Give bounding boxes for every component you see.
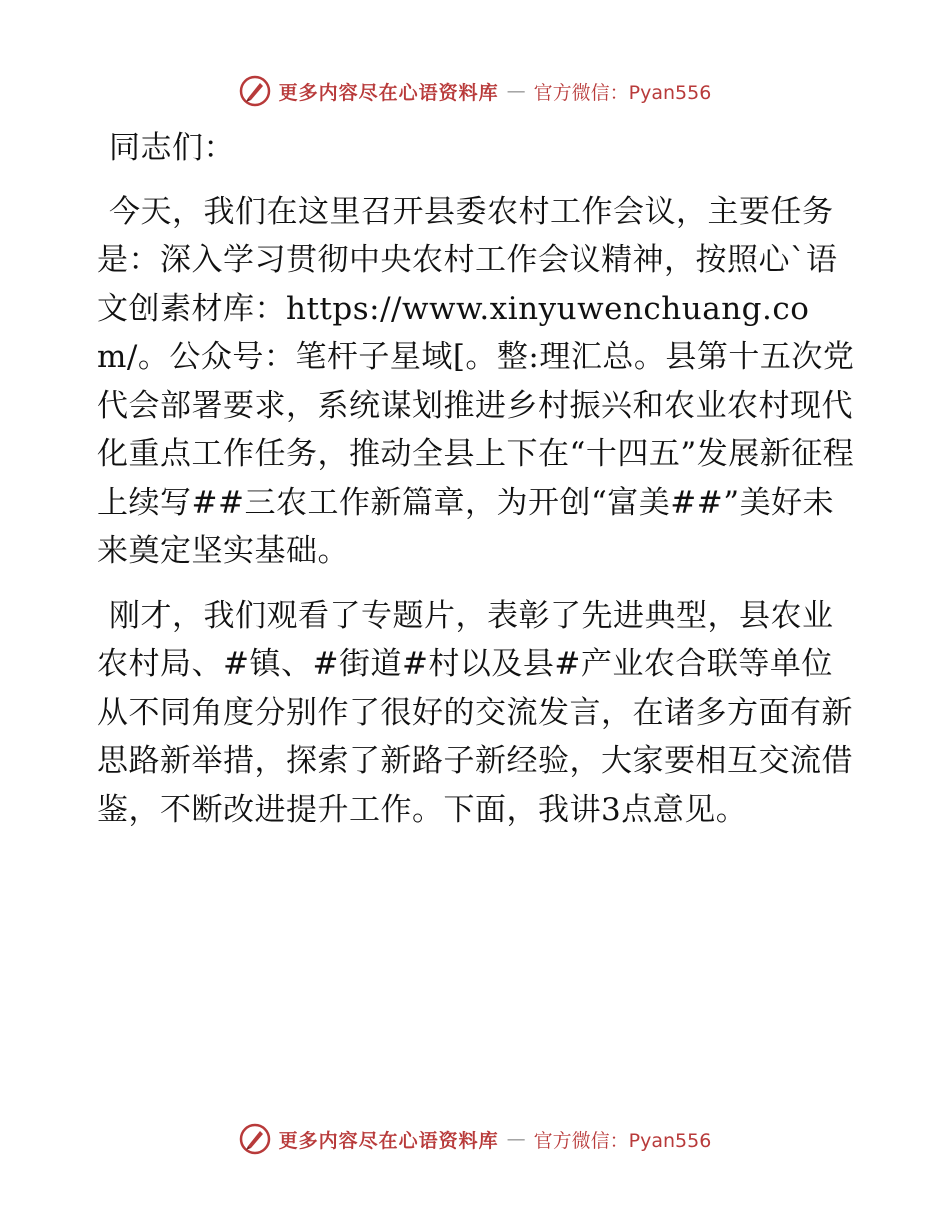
document-body	[97, 124, 857, 834]
watermark-wechat-text: 官方微信：Pyan556	[533, 81, 712, 104]
paragraph-2: 刚才，我们观看了专题片，表彰了先进典型，县农业农村局、#镇、#街道#村以及县#产业农合联等单位从不同角度分别作了很好的交流发言，在诸多方面有新思路新举措，探索了新路子新经验，大家要相互交流借鉴，不断改进提升工作。下面，我讲3点意见。	[97, 597, 853, 828]
watermark-wechat-text: 官方微信：Pyan556	[533, 1129, 712, 1152]
watermark-brand-text: 更多内容尽在心语资料库	[278, 81, 499, 104]
watermark-footer	[0, 1119, 950, 1159]
watermark-separator: —	[506, 1128, 526, 1150]
quill-pen-logo-icon	[239, 75, 271, 107]
watermark-header	[0, 71, 950, 111]
greeting: 同志们：	[109, 130, 235, 166]
watermark-brand-text: 更多内容尽在心语资料库	[278, 1129, 499, 1152]
paragraph-1: 今天，我们在这里召开县委农村工作会议，主要任务是：深入学习贯彻中央农村工作会议精神，按照心`语文创素材库：https://www.xinyuwenchuang.com/。公众号：笔杆子星域[。整:理汇总。县第十五次党代会部署要求，系统谋划推进乡村振兴和农业农村现代化重点工作任务，推动全县上下在“十四五”发展新征程上续写##三农工作新篇章，为开创“富美##”美好未来奠定坚实基础。	[97, 193, 855, 569]
watermark-separator: —	[506, 80, 526, 102]
quill-pen-logo-icon	[239, 1123, 271, 1155]
